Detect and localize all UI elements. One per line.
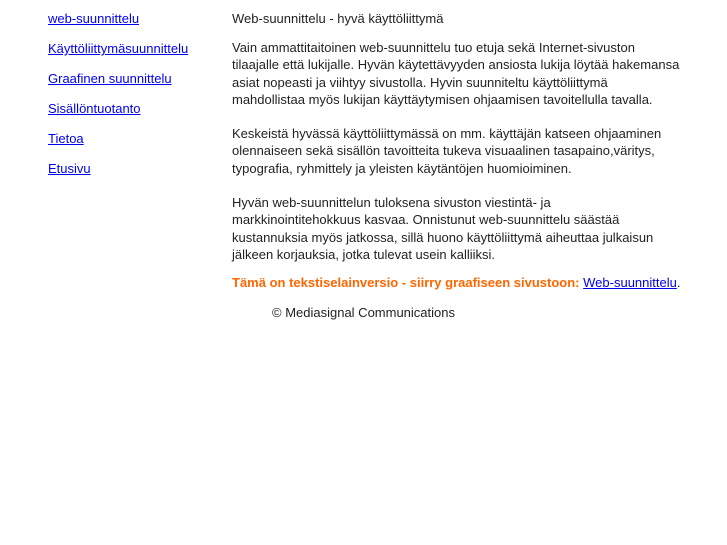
key-points-paragraph: Keskeistä hyvässä käyttöliittymässä on mm. käyttäjän katseen ohjaaminen olennaiseen sekä sisällön tavoitteita tukeva visuaalinen tasapaino,väritys, typografia, ryhmittely ja yleisten käytäntöjen huomioiminen. bbox=[232, 126, 662, 176]
sidebar-item-tietoa[interactable]: Tietoa bbox=[48, 131, 84, 146]
page-title: Web-suunnittelu - hyvä käyttöliittymä bbox=[232, 11, 444, 26]
notice-text: Tämä on tekstiselainversio - siirry graafiseen sivustoon: bbox=[232, 275, 584, 291]
sidebar-item-sisallontuotanto[interactable]: Sisällöntuotanto bbox=[48, 101, 141, 116]
sidebar-item-kayttoliittymasuunnittelu[interactable]: Käyttöliittymäsuunnittelu bbox=[48, 41, 189, 56]
intro-paragraph: Vain ammattitaitoinen web-suunnittelu tuo etuja sekä Internet-sivuston tilaajalle että lukijalle. Hyvän käytettävyyden ansiosta lukija löytää hakemansa asiat nopeasti ja viihtyy sivustolla. Hyvin suunniteltu käyttöliittymä mahdollistaa myös lukijan käyttäytymisen ohjaamisen tavoitellulla tavalla. bbox=[232, 40, 680, 107]
benefits-paragraph: Hyvän web-suunnittelun tuloksena sivuston viestintä- ja markkinointitehokkuus kasvaa. Onnistunut web-suunnittelu säästää kustannuksia myös jatkossa, sillä huono käyttöliittymä aiheuttaa julkaisun jälkeen korjauksia, jotka tulevat usein kalliiksi. bbox=[232, 195, 654, 262]
notice-trailing: . bbox=[676, 275, 681, 291]
sidebar-item-graafinen-suunnittelu[interactable]: Graafinen suunnittelu bbox=[48, 71, 172, 86]
copyright: © Mediasignal Communications bbox=[272, 304, 455, 320]
graphical-site-link[interactable]: Web-suunnittelu bbox=[583, 275, 677, 291]
sidebar-item-web-suunnittelu[interactable]: web-suunnittelu bbox=[48, 11, 140, 26]
sidebar-nav bbox=[48, 10, 218, 190]
main-content bbox=[232, 10, 682, 321]
text-version-notice bbox=[232, 274, 682, 291]
sidebar-item-etusivu[interactable]: Etusivu bbox=[48, 161, 91, 176]
